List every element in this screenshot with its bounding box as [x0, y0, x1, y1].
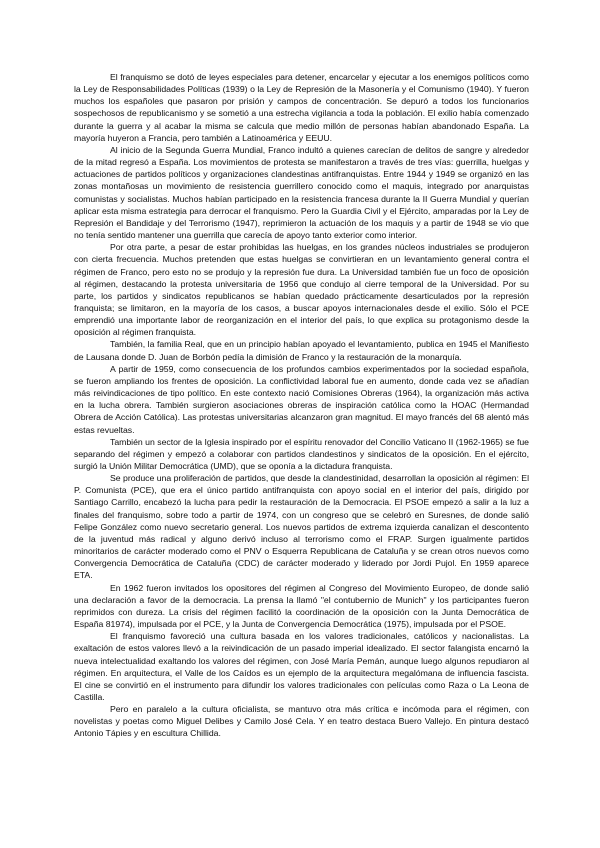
paragraph-church-army: También un sector de la Iglesia inspirado por el espíritu renovador del Concilio Vaticano II (1962-1965) se fue separando del régimen y empezó a colaborar con partidos clandestinos y sindicatos de la oposición. En el ejército, surgió la Unión Militar Democrática (UMD), que se oponía a la dictadura franquista.	[74, 436, 529, 471]
paragraph-repression-exile: El franquismo se dotó de leyes especiales para detener, encarcelar y ejecutar a los enemigos políticos como la Ley de Responsabilidades Políticas (1939) o la Ley de Represión de la Masonería y el Comunismo (1940). Y fueron muchos los españoles que pasaron por prisión y campos de concentración. Se depuró a todos los funcionarios sospechosos de republicanismo y se sometió a una estrecha vigilancia a toda la población. El exilio había comenzado durante la guerra y al acabar la misma se calcula que medio millón de personas habían abandonado España. La mayoría huyeron a Francia, pero también a Latinoamérica y EEUU.	[74, 72, 529, 143]
paragraph-guerrilla-maquis: Al inicio de la Segunda Guerra Mundial, Franco indultó a quienes carecían de delitos de sangre y alrededor de la mitad regresó a España. Los movimientos de protesta se manifestaron a través de tres vías: guerrilla, huelgas y actuaciones de partidos políticos y organizaciones clandestinas antifranquistas. Entre 1944 y 1949 se organizó en las zonas montañosas un movimiento de resistencia guerrillero conocido como el maquis, integrado por anarquistas comunistas y socialistas. Muchos habían participado en la resistencia francesa durante la II Guerra Mundial y querían aplicar esta misma estrategia para derrocar el franquismo. Pero la Guardia Civil y el Ejército, amparadas por la Ley de Represión el Bandidaje y del Terrorismo (1947), reprimieron la actuación de los maquis y a partir de 1948 se vio que no tenía sentido mantener una guerrilla que carecía de apoyo tanto exterior como interior.	[74, 144, 529, 241]
document-page	[74, 71, 529, 740]
paragraph-official-culture: El franquismo favoreció una cultura basada en los valores tradicionales, católicos y nacionalistas. La exaltación de estos valores llevó a la reivindicación de un pasado imperial idealizado. El sector falangista encarnó la nueva intelectualidad exaltando los valores del régimen, con José María Pemán, aunque luego algunos repudiaron al régimen. En arquitectura, el Valle de los Caídos es un ejemplo de la arquitectura megalómana de influencia fascista. El cine se convirtió en el instrumento para difundir los valores tradicionales con películas como Raza o La Leona de Castilla.	[74, 631, 529, 702]
paragraph-labour-opposition: A partir de 1959, como consecuencia de los profundos cambios experimentados por la sociedad española, se fueron ampliando los frentes de oposición. La conflictividad laboral fue en aumento, donde cada vez se añadían más reivindicaciones de tipo político. En este contexto nació Comisiones Obreras (1964), la organización más activa en la lucha obrera. También surgieron asociaciones obreras de inspiración católica como la HOAC (Hermandad Obrera de Acción Católica). Las protestas universitarias alcanzaron gran magnitud. El mayo francés del 68 alentó más estas revueltas.	[74, 363, 529, 435]
paragraph-strikes-university: Por otra parte, a pesar de estar prohibidas las huelgas, en los grandes núcleos industriales se produjeron con cierta frecuencia. Muchos pretenden que estas huelgas se convirtieran en un levantamiento general contra el régimen de Franco, pero esto no se produjo y la represión fue dura. La Universidad también fue un foco de oposición al régimen, destacando la protesta universitaria de 1956 que condujo al cierre temporal de la Universidad. Por su parte, los partidos y sindicatos republicanos se habían quedado prácticamente desarticulados por la represión franquista; se limitaron, en la mayoría de los casos, a buscar apoyos internacionales desde el exilio. Sólo el PCE emprendió una importante labor de reorganización en el interior del país, lo que explica su protagonismo desde la oposición al régimen franquista.	[74, 242, 529, 338]
paragraph-critical-culture: Pero en paralelo a la cultura oficialista, se mantuvo otra más crítica e incómoda para el régimen, con novelistas y poetas como Miguel Delibes y Camilo José Cela. Y en teatro destaca Buero Vallejo. En pintura destacó Antonio Tápies y en escultura Chillida.	[74, 704, 529, 739]
paragraph-munich-congress: En 1962 fueron invitados los opositores del régimen al Congreso del Movimiento Europeo, de donde salió una declaración a favor de la democracia. La prensa la llamó "el contubernio de Munich" y los participantes fueron reprimidos con dureza. La crisis del régimen facilitó la coordinación de la oposición con la Junta Democrática de España 81974), impulsada por el PCE, y la Junta de Convergencia Democrática (1975), impulsada por el PSOE.	[74, 582, 529, 630]
paragraph-royal-family: También, la familia Real, que en un principio habían apoyado el levantamiento, publica en 1945 el Manifiesto de Lausana donde D. Juan de Borbón pedía la dimisión de Franco y la restauración de la monarquía.	[74, 339, 529, 362]
paragraph-political-parties: Se produce una proliferación de partidos, que desde la clandestinidad, desarrollan la oposición al régimen: El P. Comunista (PCE), que era el único partido antifranquista con apoyo social en el interior del país, dirigido por Santiago Carrillo, encabezó la lucha para pedir la restauración de la Democracia. El PSOE empezó a salir a la luz a finales del franquismo, sobre todo a partir de 1974, con un congreso que se celebró en Suresnes, de donde salió Felipe González como nuevo secretario general. Los nuevos partidos de extrema izquierda canalizan el descontento de la juventud más radical y alguno derivó incluso al terrorismo como el FRAP. Surgen igualmente partidos minoritarios de carácter moderado como el PNV o Esquerra Republicana de Cataluña y se crean otros nuevos como Convergencia Democrática de Cataluña (CDC) de carácter moderado y liderado por Jordi Pujol. En 1959 aparece ETA.	[74, 473, 529, 581]
